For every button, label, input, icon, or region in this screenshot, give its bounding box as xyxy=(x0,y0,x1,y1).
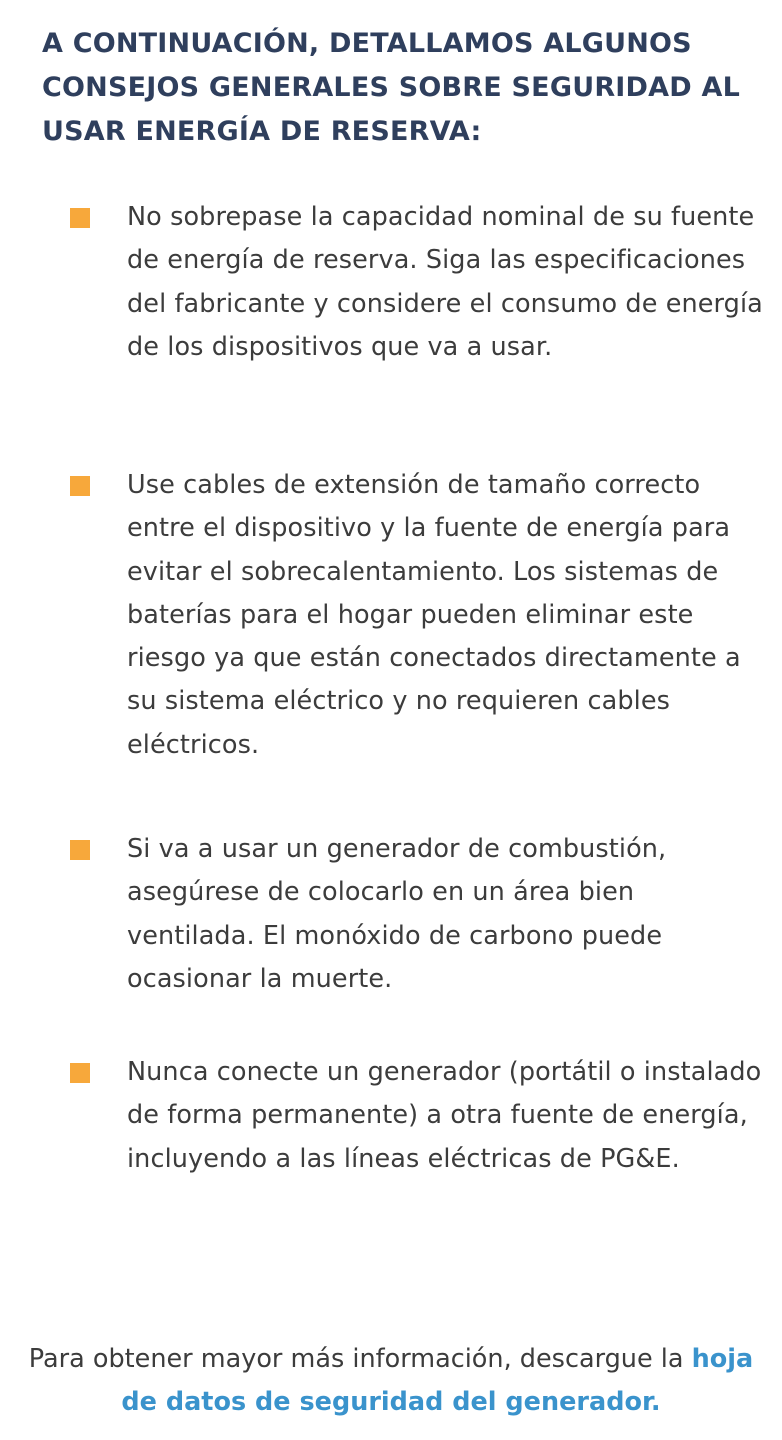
orange-square-bullet-icon xyxy=(70,1063,90,1083)
orange-square-bullet-icon xyxy=(70,476,90,496)
orange-square-bullet-icon xyxy=(70,208,90,228)
tip-text: Nunca conecte un generador (portátil o instalado de forma permanente) a otra fuente de energía, incluyendo a las líneas eléctricas de PG&E. xyxy=(127,1057,762,1174)
tip-text: Use cables de extensión de tamaño correcto entre el dispositivo y la fuente de energía para evitar el sobrecalentamiento. Los sistemas de baterías para el hogar pueden eliminar este riesgo ya que están conectados directamente a su sistema eléctrico y no requieren cables eléctricos. xyxy=(127,470,741,760)
footer-note xyxy=(20,1338,762,1424)
page-title: A CONTINUACIÓN, DETALLAMOS ALGUNOS CONSEJOS GENERALES SOBRE SEGURIDAD AL USAR ENERGÍA DE RESERVA: xyxy=(42,28,740,147)
tip-text: Si va a usar un generador de combustión, asegúrese de colocarlo en un área bien ventilada. El monóxido de carbono puede ocasionar la muerte. xyxy=(127,834,667,994)
tip-text: No sobrepase la capacidad nominal de su fuente de energía de reserva. Siga las especificaciones del fabricante y considere el consumo de energía de los dispositivos que va a usar. xyxy=(127,202,763,362)
generator-safety-sheet-link[interactable]: hoja de datos de seguridad del generador. xyxy=(121,1344,754,1417)
orange-square-bullet-icon xyxy=(70,840,90,860)
footer-text: Para obtener mayor más información, descargue la xyxy=(28,1344,684,1374)
